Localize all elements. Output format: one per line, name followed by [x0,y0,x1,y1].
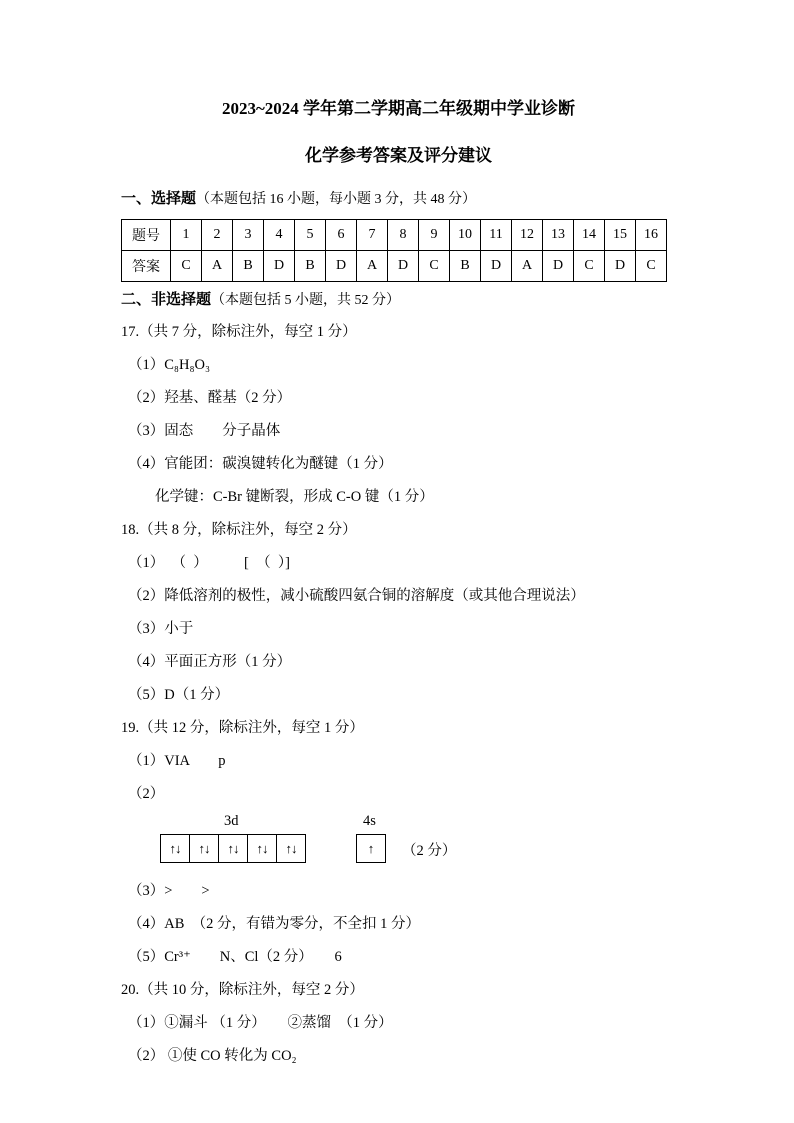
table-cell-number: 2 [202,220,233,251]
orbital-box-3d-4: ↑↓ [247,834,277,863]
q20-intro: 20.（共 10 分，除标注外，每空 2 分） [121,982,364,998]
table-cell-answer: A [357,251,388,282]
table-cell-answer: D [481,251,512,282]
q18-intro: 18.（共 8 分，除标注外，每空 2 分） [121,522,357,538]
document-title-line2: 化学参考答案及评分建议 [305,146,492,165]
answer-table-row-numbers [122,220,667,251]
q18-item-1: （1） （ ） [ （ ）] [128,555,290,571]
q18-item-2: （2）降低溶剂的极性，减小硫酸四氨合铜的溶解度（或其他合理说法） [128,588,585,604]
q17-item-2: （2）羟基、醛基（2 分） [128,390,292,406]
table-cell-number: 12 [512,220,543,251]
section2-heading [121,285,676,316]
orbital-diagram [160,811,676,875]
orbital-box-4s: ↑ [356,834,386,863]
table-cell-answer: D [264,251,295,282]
table-cell-answer: B [233,251,264,282]
section1-heading-note: （本题包括 16 小题，每小题 3 分，共 48 分） [196,192,477,207]
answer-table [121,219,667,282]
table-cell-answer: C [419,251,450,282]
orbital-label-3d: 3d [224,813,239,829]
table-cell-number: 6 [326,220,357,251]
document-title-line1: 2023~2024 学年第二学期高二年级期中学业诊断 [221,99,576,118]
table-cell-row2-label: 答案 [122,251,171,282]
answer-table-row-answers [122,251,667,282]
q19-intro: 19.（共 12 分，除标注外，每空 1 分） [121,720,364,736]
table-cell-answer: C [171,251,202,282]
table-cell-number: 16 [636,220,667,251]
section1-heading-label: 一、选择题 [121,191,197,207]
table-cell-answer: C [636,251,667,282]
q19-item-1: （1）VIA p [128,753,226,769]
section1-heading [121,184,676,215]
orbital-boxes-3d [160,834,306,863]
table-cell-answer: B [450,251,481,282]
table-cell-number: 4 [264,220,295,251]
q17-item-1: （1）C₈H₈O₃ [128,357,211,373]
q19-item-3: （3）> > [128,883,210,899]
table-cell-answer: D [326,251,357,282]
table-cell-number: 14 [574,220,605,251]
table-cell-answer: A [202,251,233,282]
orbital-box-3d-1: ↑↓ [160,834,190,863]
q17-item-4-sub: 化学键：C-Br 键断裂，形成 C-O 键（1 分） [155,489,434,505]
q18-item-3: （3）小于 [128,621,194,637]
table-cell-number: 15 [605,220,636,251]
table-cell-answer: B [295,251,326,282]
table-cell-answer: D [543,251,574,282]
q17-intro: 17.（共 7 分，除标注外，每空 1 分） [121,324,357,340]
table-cell-row1-label: 题号 [122,220,171,251]
orbital-score: （2 分） [402,843,457,859]
table-cell-number: 10 [450,220,481,251]
q18-item-5: （5）D（1 分） [128,687,230,703]
orbital-label-4s: 4s [363,813,376,829]
table-cell-answer: D [605,251,636,282]
orbital-box-3d-2: ↑↓ [189,834,219,863]
orbital-box-3d-3: ↑↓ [218,834,248,863]
orbital-box-3d-5: ↑↓ [276,834,306,863]
table-cell-answer: D [388,251,419,282]
table-cell-number: 11 [481,220,512,251]
q19-item-5: （5）Cr³⁺ N、Cl（2 分） 6 [128,949,342,965]
section2-heading-note: （本题包括 5 小题，共 52 分） [211,293,401,308]
q17-item-3: （3）固态 分子晶体 [128,423,281,439]
q18-item-4: （4）平面正方形（1 分） [128,654,292,670]
table-cell-number: 13 [543,220,574,251]
table-cell-number: 8 [388,220,419,251]
table-cell-answer: A [512,251,543,282]
table-cell-number: 1 [171,220,202,251]
table-cell-number: 5 [295,220,326,251]
table-cell-number: 9 [419,220,450,251]
section2-heading-label: 二、非选择题 [121,292,212,308]
q20-item-2: （2） ①使 CO 转化为 CO₂ [128,1048,297,1064]
q19-item-2-label: （2） [128,786,165,802]
q19-item-4: （4）AB （2 分，有错为零分，不全扣 1 分） [128,916,421,932]
table-cell-number: 7 [357,220,388,251]
table-cell-number: 3 [233,220,264,251]
q17-item-4: （4）官能团：碳溴键转化为醚键（1 分） [128,456,393,472]
table-cell-answer: C [574,251,605,282]
q20-item-1: （1）①漏斗 （1 分） ②蒸馏 （1 分） [128,1015,393,1031]
